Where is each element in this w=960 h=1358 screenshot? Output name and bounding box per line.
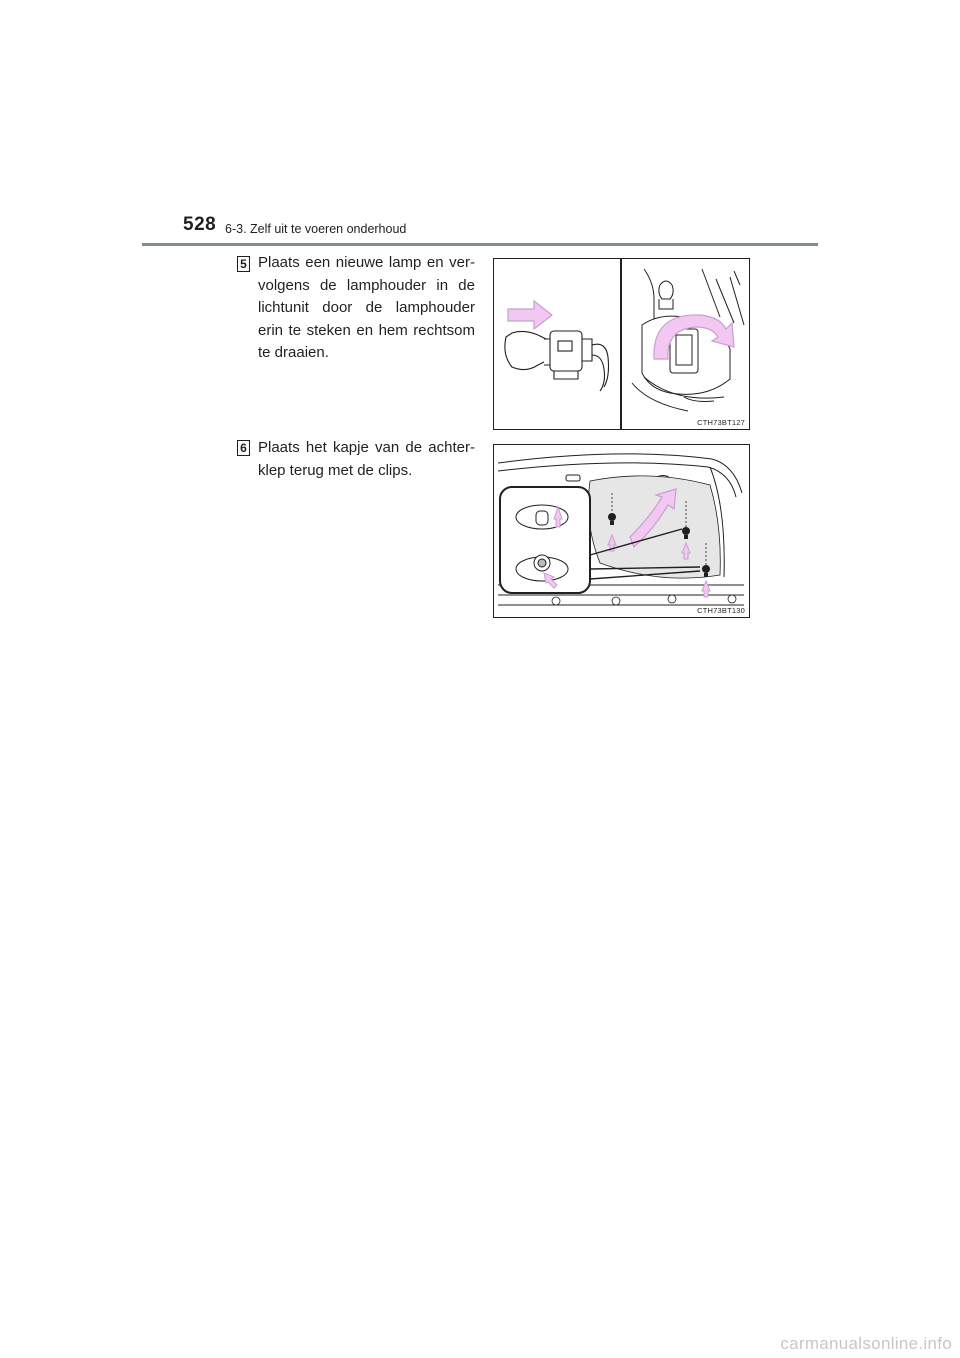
section-title: 6-3. Zelf uit te voeren onderhoud bbox=[225, 222, 407, 236]
header-divider bbox=[142, 243, 818, 246]
step-instruction: Plaats het kapje van de achter-klep terug met de clips. bbox=[258, 439, 475, 479]
page-number: 528 bbox=[183, 214, 217, 235]
step-number-badge: 5 bbox=[237, 256, 250, 272]
figure-bulb-install bbox=[493, 258, 750, 430]
trim-clips-illustration bbox=[494, 445, 750, 618]
watermark: carmanualsonline.info bbox=[780, 1334, 952, 1353]
figure-code: CTH73BT127 bbox=[697, 418, 745, 427]
bulb-install-illustration bbox=[494, 259, 750, 430]
step-instruction: Plaats een nieuwe lamp en ver-volgens de lamphouder in de lichtunit door de lamphouder erin te steken en hem rechtsom te draaien. bbox=[258, 254, 475, 361]
figure-code: CTH73BT130 bbox=[697, 606, 745, 615]
step-number-badge: 6 bbox=[237, 440, 250, 456]
figure-trim-clips bbox=[493, 444, 750, 618]
